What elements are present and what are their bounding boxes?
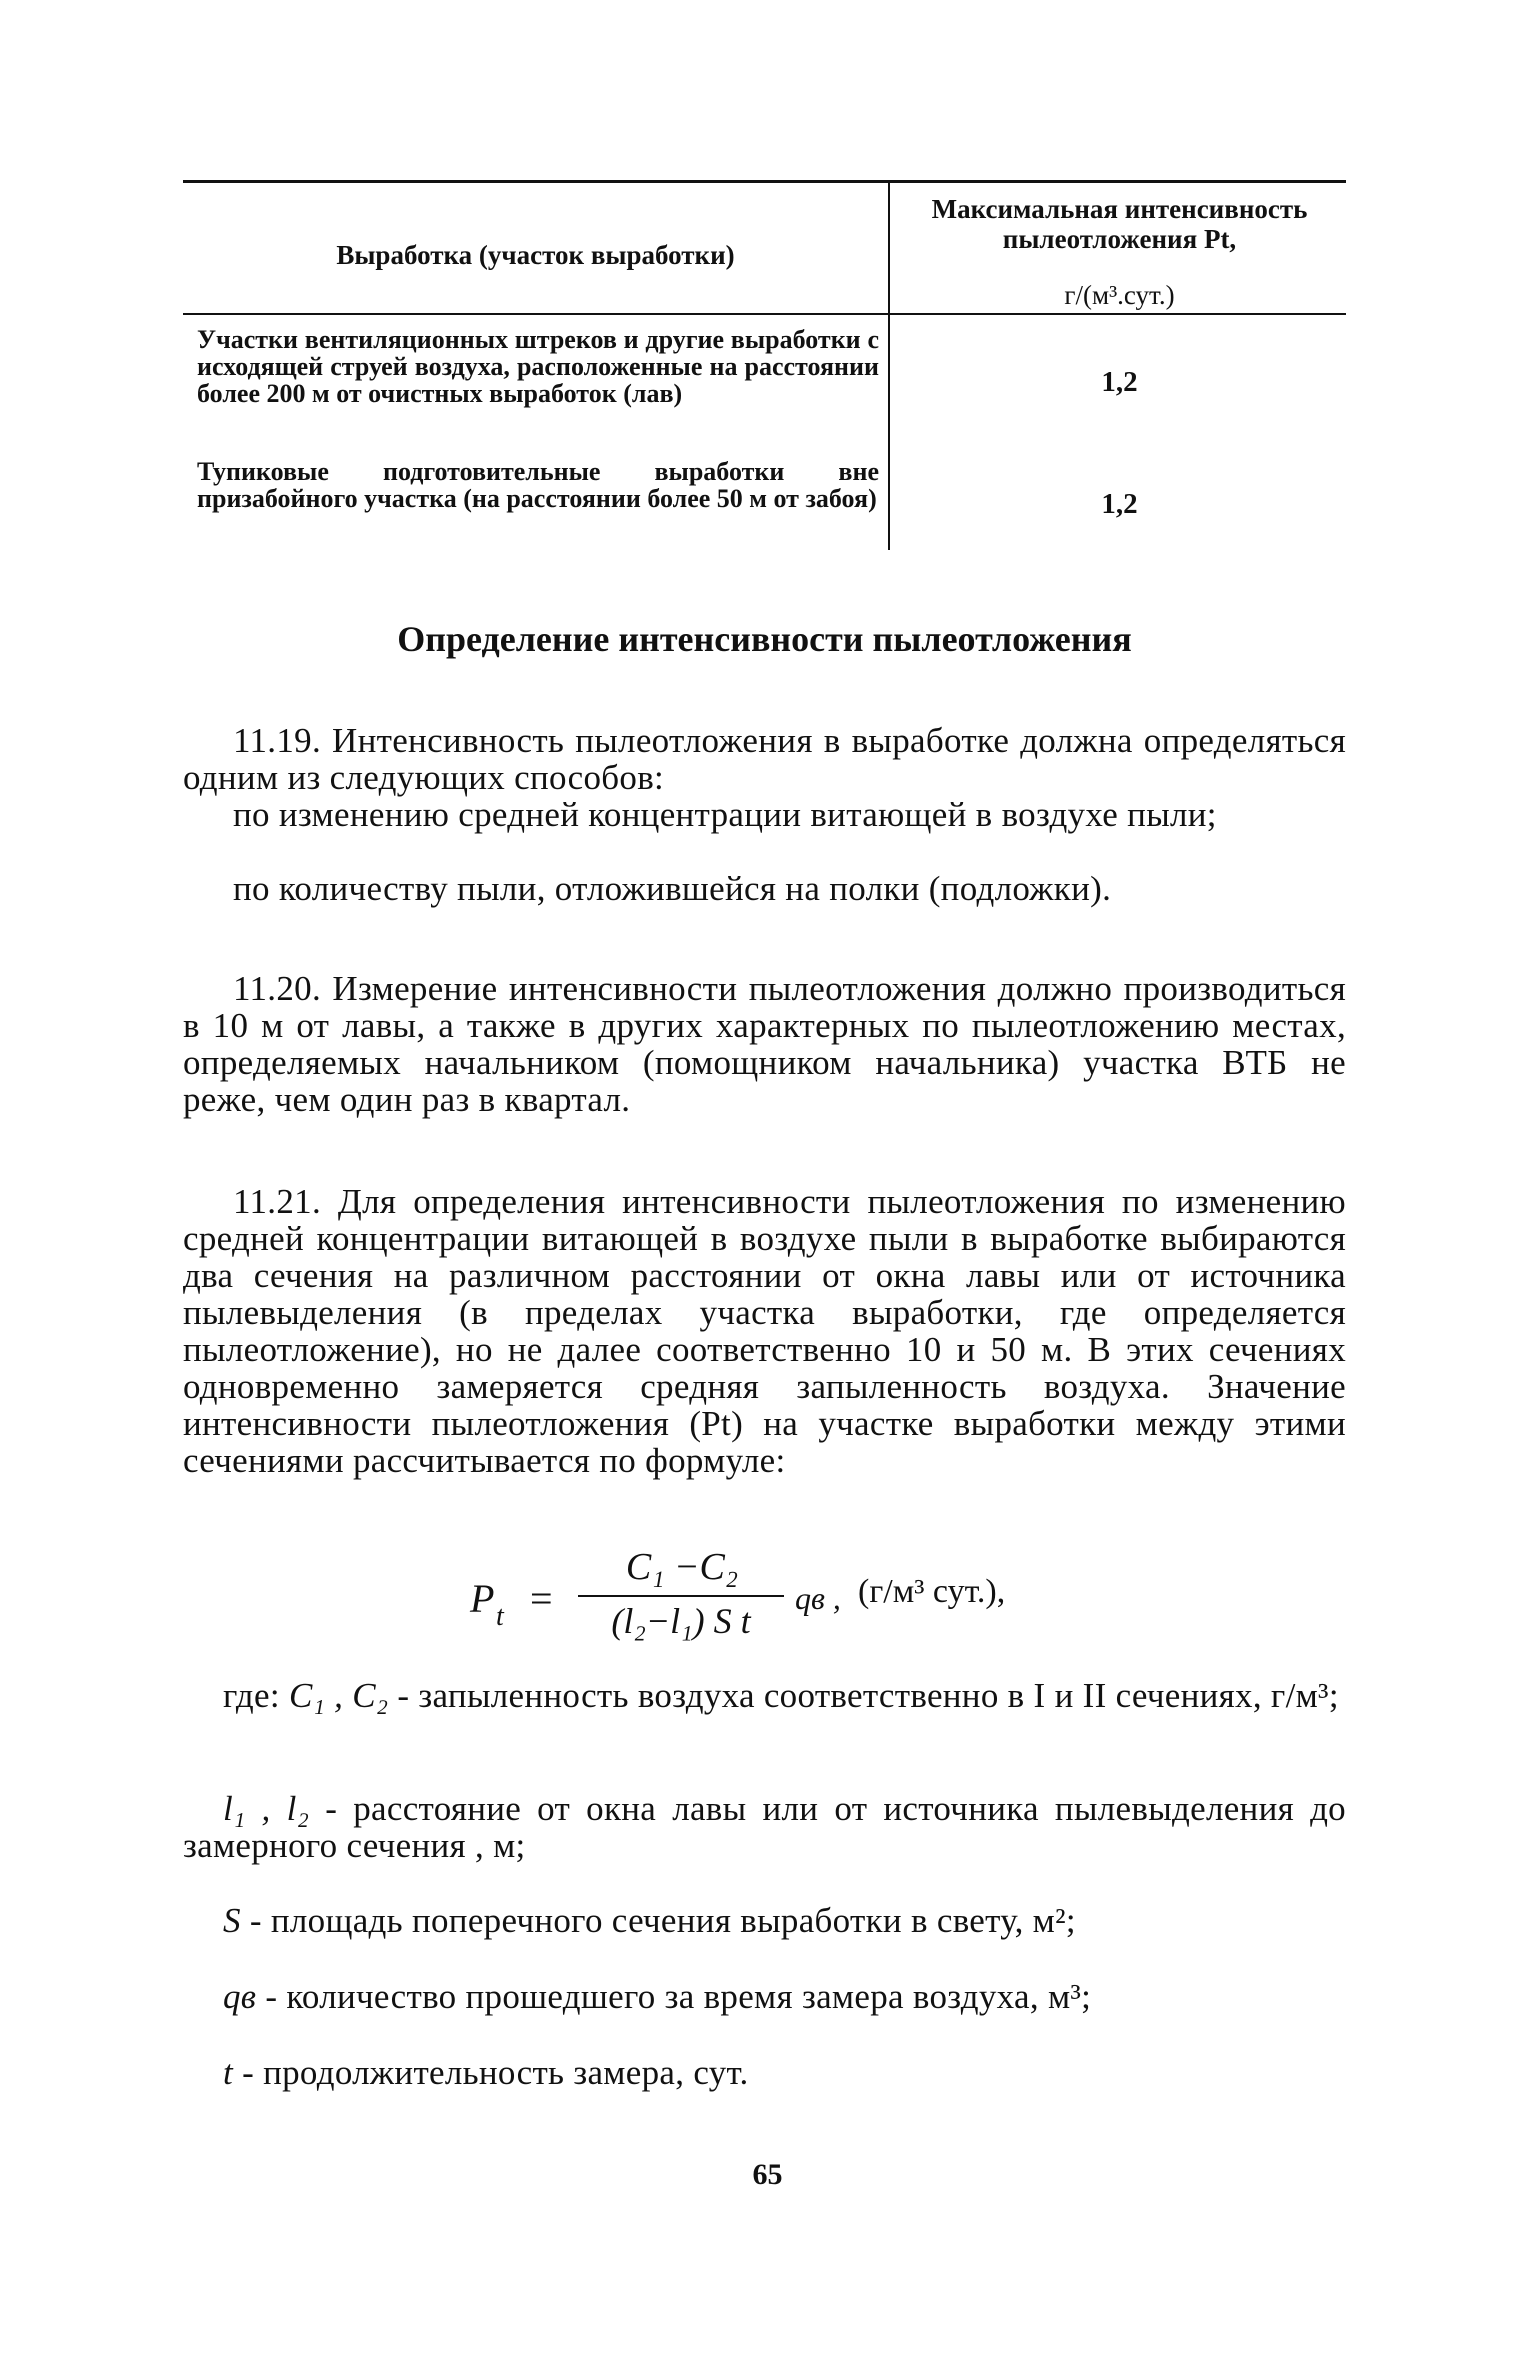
table-row-1-text: Участки вентиляционных штреков и другие выработки с исходящей струей воздуха, расположенные на расстоянии более 200 м от очистных выработок (лав) [197, 325, 879, 408]
definition-c1-c2 [183, 1677, 1346, 1714]
section-heading: Определение интенсивности пылеотложения [397, 619, 1132, 659]
formula-equals: = [530, 1576, 553, 1621]
table-row-2-text: Тупиковые подготовительные выработки вне призабойного участка (на расстоянии более 50 м от забоя) [197, 457, 879, 513]
definition-q [183, 1978, 1346, 2015]
definition-l-symbols: l₁ , l₂ [223, 1789, 310, 1828]
table-header-right-line2: пылеотложения Pt, [1002, 224, 1237, 254]
definition-s-symbol: S [223, 1901, 241, 1940]
definition-l-text: - расстояние от окна лавы или от источника пылевыделения до замерного сечения , м; [183, 1789, 1346, 1865]
formula-fraction-bar [578, 1595, 784, 1597]
definition-c-symbols: C₁ , C₂ [288, 1676, 389, 1715]
definition-prefix: где: [223, 1676, 280, 1715]
definition-t [183, 2054, 1346, 2091]
definition-s-text: - площадь поперечного сечения выработки в свету, м²; [249, 1901, 1076, 1940]
paragraph-11-20: 11.20. Измерение интенсивности пылеотложения должно производиться в 10 м от лавы, а также в других характерных по пылеотложению местах, определяемых начальником (помощником начальника) участка ВТБ не реже, чем один раз в квартал. [183, 969, 1346, 1119]
table-header-right [893, 194, 1346, 254]
dust-deposition-formula [470, 1545, 1170, 1660]
table-top-rule [183, 180, 1346, 183]
table-column-rule [888, 180, 890, 550]
definition-t-symbol: t [223, 2053, 234, 2092]
paragraph-11-19-method-a: по изменению средней концентрации витающей в воздухе пыли; [233, 795, 1217, 834]
formula-denominator: (l₂−l₁) S t [611, 1601, 751, 1641]
definition-q-symbol: qв [223, 1977, 257, 2016]
definition-c-text: - запыленность воздуха соответственно в I и II сечениях, г/м³; [397, 1676, 1339, 1715]
formula-factor: qв , [795, 1580, 841, 1616]
table-row-2-value: 1,2 [1101, 488, 1138, 520]
formula-numerator: C₁ −C₂ [625, 1546, 739, 1588]
paragraph-11-19: 11.19. Интенсивность пылеотложения в выработке должна определяться одним из следующих способов: [183, 721, 1346, 797]
table-header-right-line1: Максимальная интенсивность [931, 194, 1308, 224]
table-row-1-value: 1,2 [1101, 366, 1138, 398]
formula-unit: (г/м³ сут.), [858, 1573, 1006, 1610]
definition-q-text: - количество прошедшего за время замера воздуха, м³; [265, 1977, 1092, 2016]
definition-s [183, 1902, 1346, 1939]
table-header-left: Выработка (участок выработки) [336, 240, 735, 270]
paragraph-11-19-method-b: по количеству пыли, отложившейся на полки (подложки). [233, 869, 1112, 908]
paragraph-11-21: 11.21. Для определения интенсивности пылеотложения по изменению средней концентрации витающей в воздухе пыли в выработке выбираются два сечения на различном расстоянии от окна лавы или от источника пылевыделения (в пределах участка выработки, где определяется пылеотложение), но не далее соответственно 10 и 50 м. В этих сечениях одновременно замеряется средняя запыленность воздуха. Значение интенсивности пылеотложения (Pt) на участке выработки между этими сечениями рассчитывается по формуле: [183, 1182, 1346, 1480]
table-header-unit: г/(м³.сут.) [1064, 280, 1175, 310]
formula-lhs-subscript: t [496, 1601, 504, 1632]
table-header-rule [183, 313, 1346, 315]
page-number: 65 [752, 2158, 783, 2191]
definition-t-text: - продолжительность замера, сут. [242, 2053, 749, 2092]
formula-lhs: P [470, 1576, 495, 1621]
definition-l1-l2 [183, 1790, 1346, 1864]
